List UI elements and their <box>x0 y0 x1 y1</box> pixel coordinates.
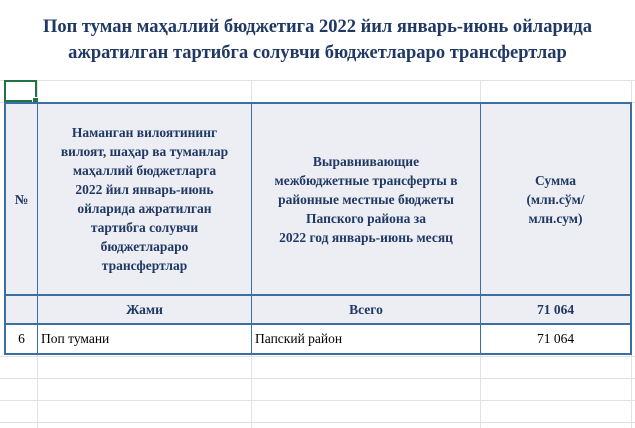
header-uz-line: Наманган вилоятининг <box>71 125 218 140</box>
header-region-uz-text <box>61 123 228 275</box>
header-sum-line: (млн.сўм/ <box>526 191 585 207</box>
title-line-2: ажратилган тартибга солувчи бюджетлараро трансфертлар <box>68 43 567 63</box>
row-num-cell[interactable] <box>4 325 38 355</box>
row-name-uz-cell[interactable] <box>38 325 252 355</box>
header-region-ru[interactable] <box>252 102 481 296</box>
total-label-uz-cell[interactable] <box>38 296 252 325</box>
header-sum[interactable] <box>481 102 632 296</box>
header-ru-line: 2022 год январь-июнь месяц <box>279 229 453 245</box>
total-num-cell[interactable] <box>4 296 38 325</box>
header-ru-line: Папского района за <box>306 210 426 226</box>
header-region-uz[interactable] <box>38 102 252 296</box>
header-uz-line: ойларида ажратилган <box>77 201 212 216</box>
sheet-title <box>0 0 635 80</box>
active-cell-selection[interactable] <box>4 80 37 102</box>
header-region-ru-text <box>275 152 458 247</box>
row-num: 6 <box>18 331 25 346</box>
header-ru-line: районные местные бюджеты <box>278 191 454 207</box>
row-name-ru-cell[interactable] <box>252 325 481 355</box>
title-line-1: Поп туман маҳаллий бюджетига 2022 йил январь-июнь ойларида <box>42 17 592 37</box>
row-amount-cell[interactable] <box>481 325 632 355</box>
row-name-uz: Поп тумани <box>41 331 110 346</box>
header-uz-line: бюджетлараро <box>100 239 189 254</box>
header-sum-text <box>526 171 584 228</box>
total-label-ru-cell[interactable] <box>252 296 481 325</box>
header-ru-line: Выравнивающие <box>312 153 420 169</box>
header-uz-line: тартибга солувчи <box>90 220 199 235</box>
header-uz-line: 2022 йил январь-июнь <box>75 182 214 197</box>
header-uz-line: маҳаллий бюджетларга <box>72 163 217 178</box>
header-sum-line: млн.сум) <box>528 210 583 226</box>
header-uz-line: вилоят, шаҳар ва туманлар <box>60 144 229 159</box>
total-amount: 71 064 <box>536 302 575 317</box>
row-name-ru: Папский район <box>255 331 343 346</box>
header-sum-line: Сумма <box>534 172 577 188</box>
header-ru-line: межбюджетные трансферты в <box>274 172 458 188</box>
row-amount: 71 064 <box>536 331 575 346</box>
total-label-ru: Всего <box>349 302 383 317</box>
total-amount-cell[interactable] <box>481 296 632 325</box>
header-num[interactable] <box>4 102 38 296</box>
total-label-uz: Жами <box>126 302 163 317</box>
header-uz-line: трансфертлар <box>101 258 188 273</box>
header-num-label: № <box>14 191 29 207</box>
